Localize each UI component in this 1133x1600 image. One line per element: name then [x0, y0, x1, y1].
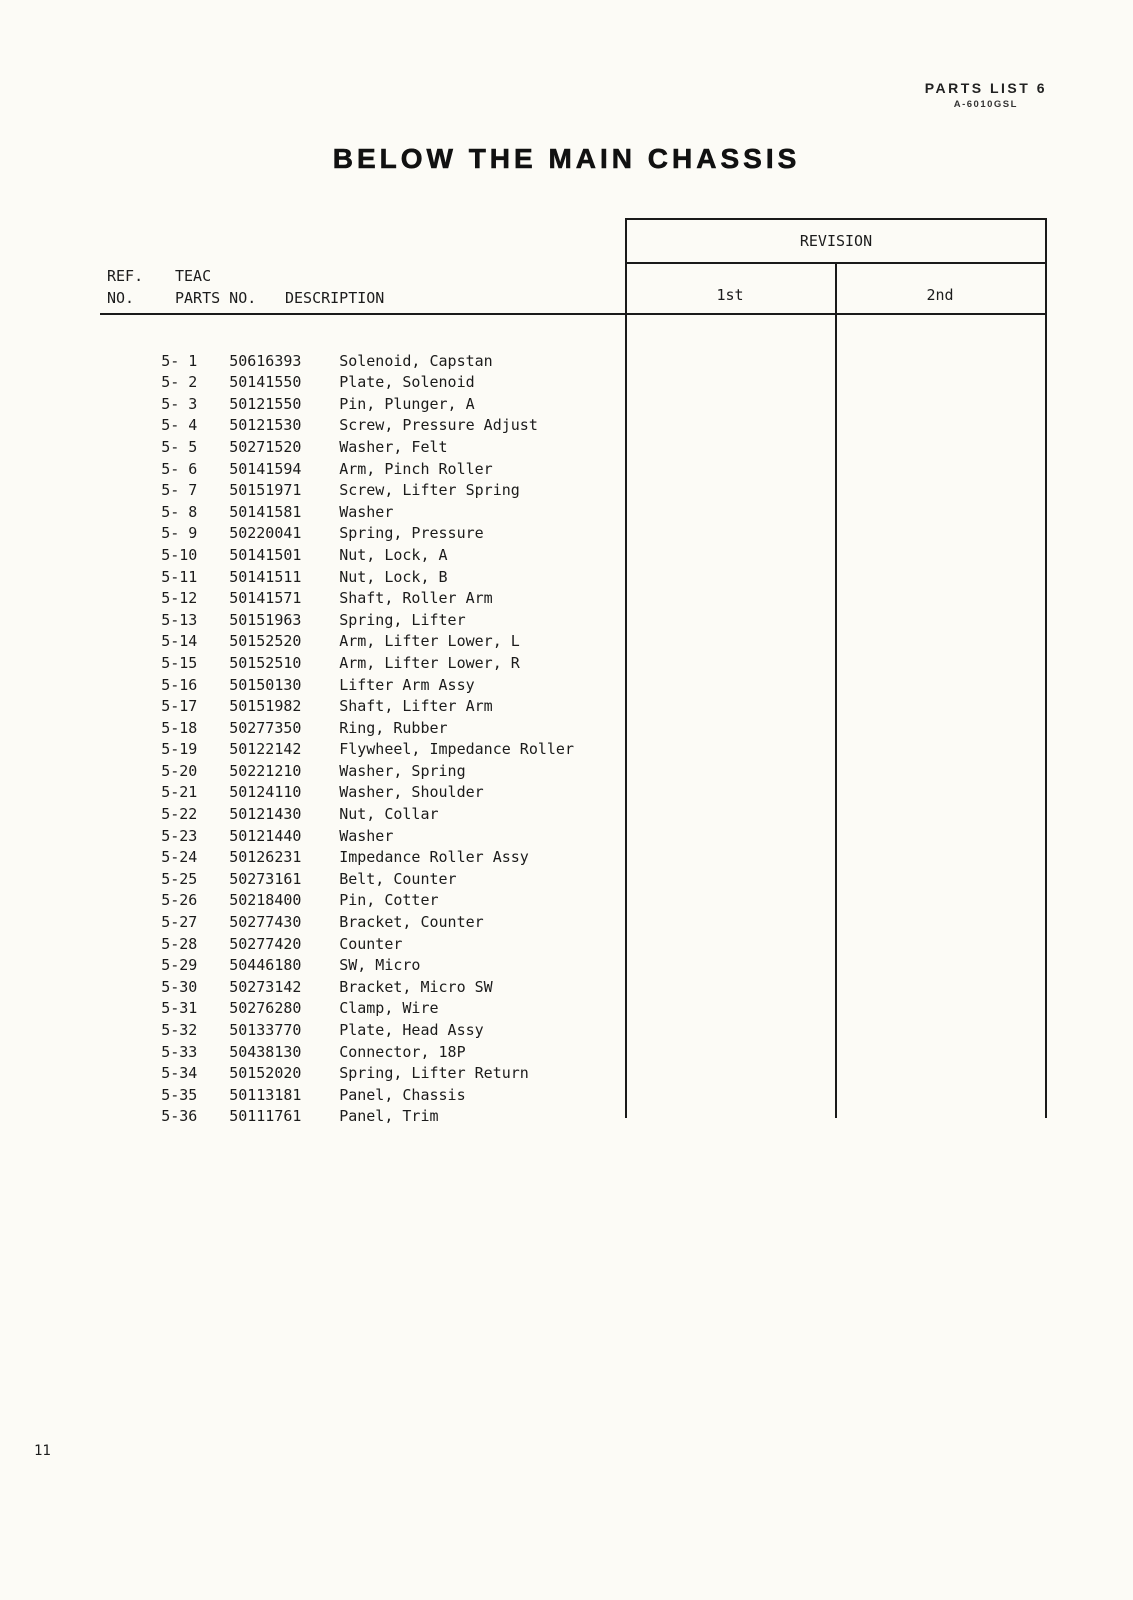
- description-cell: Arm, Pinch Roller: [339, 459, 493, 478]
- ref-no-cell: 5- 4: [161, 416, 198, 435]
- description-cell: Shaft, Lifter Arm: [339, 697, 493, 716]
- description-cell: Ring, Rubber: [339, 718, 448, 737]
- description-cell: Plate, Solenoid: [339, 373, 475, 392]
- parts-no-cell: 50151971: [229, 481, 302, 500]
- ref-no-cell: 5-33: [161, 1042, 198, 1061]
- ref-no-cell: 5-26: [161, 891, 198, 910]
- ref-no-cell: 5- 2: [161, 373, 198, 392]
- description-cell: Impedance Roller Assy: [339, 848, 529, 867]
- header-rule-line: [100, 313, 1047, 315]
- parts-no-cell: 50151963: [229, 610, 302, 629]
- description-cell: Solenoid, Capstan: [339, 351, 493, 370]
- parts-no-cell: 50218400: [229, 891, 302, 910]
- description-cell: Washer, Spring: [339, 761, 466, 780]
- parts-no-cell: 50141571: [229, 589, 302, 608]
- parts-no-cell: 50141501: [229, 545, 302, 564]
- ref-no-cell: 5-16: [161, 675, 198, 694]
- ref-no-cell: 5-31: [161, 999, 198, 1018]
- parts-no-cell: 50616393: [229, 351, 302, 370]
- table-row: [0, 329, 1133, 370]
- description-cell: Screw, Pressure Adjust: [339, 416, 538, 435]
- description-cell: Connector, 18P: [339, 1042, 466, 1061]
- parts-no-cell: 50141550: [229, 373, 302, 392]
- col-header-teac-line1: TEAC: [175, 267, 212, 285]
- ref-no-cell: 5-14: [161, 632, 198, 651]
- ref-no-cell: 5-13: [161, 610, 198, 629]
- parts-no-cell: 50277420: [229, 934, 302, 953]
- description-cell: Nut, Lock, B: [339, 567, 448, 586]
- parts-no-cell: 50271520: [229, 437, 302, 456]
- description-cell: Spring, Lifter: [339, 610, 466, 629]
- ref-no-cell: 5- 5: [161, 437, 198, 456]
- description-cell: Plate, Head Assy: [339, 1021, 484, 1039]
- description-cell: Washer: [339, 826, 394, 845]
- ref-no-cell: 5- 1: [161, 351, 198, 370]
- ref-no-cell: 5-11: [161, 567, 198, 586]
- ref-no-cell: 5-36: [161, 1107, 198, 1126]
- parts-no-cell: 50151982: [229, 697, 302, 716]
- ref-no-cell: 5-19: [161, 740, 198, 759]
- col-header-rev1: 1st: [716, 286, 744, 304]
- ref-no-cell: 5- 8: [161, 502, 198, 521]
- description-cell: Panel, Chassis: [339, 1085, 466, 1104]
- description-cell: Pin, Plunger, A: [339, 394, 475, 413]
- ref-no-cell: 5-15: [161, 653, 198, 672]
- ref-no-cell: 5-22: [161, 805, 198, 824]
- ref-no-cell: 5-28: [161, 934, 198, 953]
- col-header-description: DESCRIPTION: [285, 289, 385, 307]
- parts-no-cell: 50121440: [229, 826, 302, 845]
- ref-no-cell: 5-27: [161, 913, 198, 932]
- description-cell: Panel, Trim: [339, 1107, 439, 1126]
- corner-header: [925, 80, 1047, 110]
- description-cell: Washer, Shoulder: [339, 783, 484, 802]
- ref-no-cell: 5-18: [161, 718, 198, 737]
- revision-box-top-line: [625, 218, 1047, 220]
- parts-no-cell: 50152020: [229, 1064, 302, 1083]
- description-cell: Clamp, Wire: [339, 999, 439, 1018]
- description-cell: Lifter Arm Assy: [339, 675, 475, 694]
- description-cell: Counter: [339, 934, 403, 953]
- ref-no-cell: 5-32: [161, 1021, 198, 1039]
- page-title: BELOW THE MAIN CHASSIS: [332, 143, 801, 174]
- description-cell: Arm, Lifter Lower, L: [339, 632, 520, 651]
- parts-no-cell: 50126231: [229, 848, 302, 867]
- parts-no-cell: 50121530: [229, 416, 302, 435]
- ref-no-cell: 5- 6: [161, 459, 198, 478]
- parts-no-cell: 50277350: [229, 718, 302, 737]
- parts-no-cell: 50121550: [229, 394, 302, 413]
- description-cell: Washer, Felt: [339, 437, 448, 456]
- parts-no-cell: 50122142: [229, 740, 302, 759]
- parts-no-cell: 50111761: [229, 1107, 302, 1126]
- ref-no-cell: 5-21: [161, 783, 198, 802]
- ref-no-cell: 5-30: [161, 977, 198, 996]
- parts-no-cell: 50273161: [229, 869, 302, 888]
- parts-no-cell: 50152510: [229, 653, 302, 672]
- ref-no-cell: 5-10: [161, 545, 198, 564]
- ref-no-cell: 5-35: [161, 1085, 198, 1104]
- ref-no-cell: 5- 9: [161, 524, 198, 543]
- ref-no-cell: 5-34: [161, 1064, 198, 1083]
- parts-no-cell: 50121430: [229, 805, 302, 824]
- ref-no-cell: 5- 7: [161, 481, 198, 500]
- description-cell: Washer: [339, 502, 394, 521]
- parts-no-cell: 50276280: [229, 999, 302, 1018]
- ref-no-cell: 5-20: [161, 761, 198, 780]
- col-header-ref-line1: REF.: [107, 267, 144, 285]
- ref-no-cell: 5- 3: [161, 394, 198, 413]
- parts-no-cell: 50221210: [229, 761, 302, 780]
- description-cell: Shaft, Roller Arm: [339, 589, 493, 608]
- parts-no-cell: 50133770: [229, 1021, 302, 1039]
- ref-no-cell: 5-24: [161, 848, 198, 867]
- col-header-ref-line2: NO.: [107, 289, 135, 307]
- description-cell: Bracket, Counter: [339, 913, 484, 932]
- ref-no-cell: 5-23: [161, 826, 198, 845]
- col-header-teac-line2: PARTS NO.: [175, 289, 257, 307]
- description-cell: Nut, Collar: [339, 805, 439, 824]
- parts-table: [0, 329, 1133, 1126]
- ref-no-cell: 5-29: [161, 956, 198, 975]
- description-cell: Pin, Cotter: [339, 891, 439, 910]
- page-number: 11: [34, 1443, 51, 1459]
- description-cell: Belt, Counter: [339, 869, 457, 888]
- parts-list-label: PARTS LIST 6: [924, 80, 1047, 96]
- parts-no-cell: 50220041: [229, 524, 302, 543]
- ref-no-cell: 5-25: [161, 869, 198, 888]
- parts-no-cell: 50124110: [229, 783, 302, 802]
- parts-no-cell: 50141594: [229, 459, 302, 478]
- description-cell: Spring, Pressure: [339, 524, 484, 543]
- parts-no-cell: 50150130: [229, 675, 302, 694]
- parts-no-cell: 50277430: [229, 913, 302, 932]
- description-cell: Screw, Lifter Spring: [339, 481, 520, 500]
- parts-no-cell: 50141581: [229, 502, 302, 521]
- parts-no-cell: 50141511: [229, 567, 302, 586]
- ref-no-cell: 5-12: [161, 589, 198, 608]
- description-cell: Arm, Lifter Lower, R: [339, 653, 520, 672]
- description-cell: SW, Micro: [339, 956, 421, 975]
- parts-no-cell: 50446180: [229, 956, 302, 975]
- parts-no-cell: 50152520: [229, 632, 302, 651]
- model-number: A-6010GSL: [953, 99, 1018, 110]
- col-header-rev2: 2nd: [926, 286, 954, 304]
- parts-no-cell: 50113181: [229, 1085, 302, 1104]
- description-cell: Nut, Lock, A: [339, 545, 448, 564]
- revision-header: REVISION: [799, 232, 873, 250]
- description-cell: Spring, Lifter Return: [339, 1064, 529, 1083]
- description-cell: Bracket, Micro SW: [339, 977, 493, 996]
- parts-no-cell: 50273142: [229, 977, 302, 996]
- parts-no-cell: 50438130: [229, 1042, 302, 1061]
- description-cell: Flywheel, Impedance Roller: [339, 740, 574, 759]
- ref-no-cell: 5-17: [161, 697, 198, 716]
